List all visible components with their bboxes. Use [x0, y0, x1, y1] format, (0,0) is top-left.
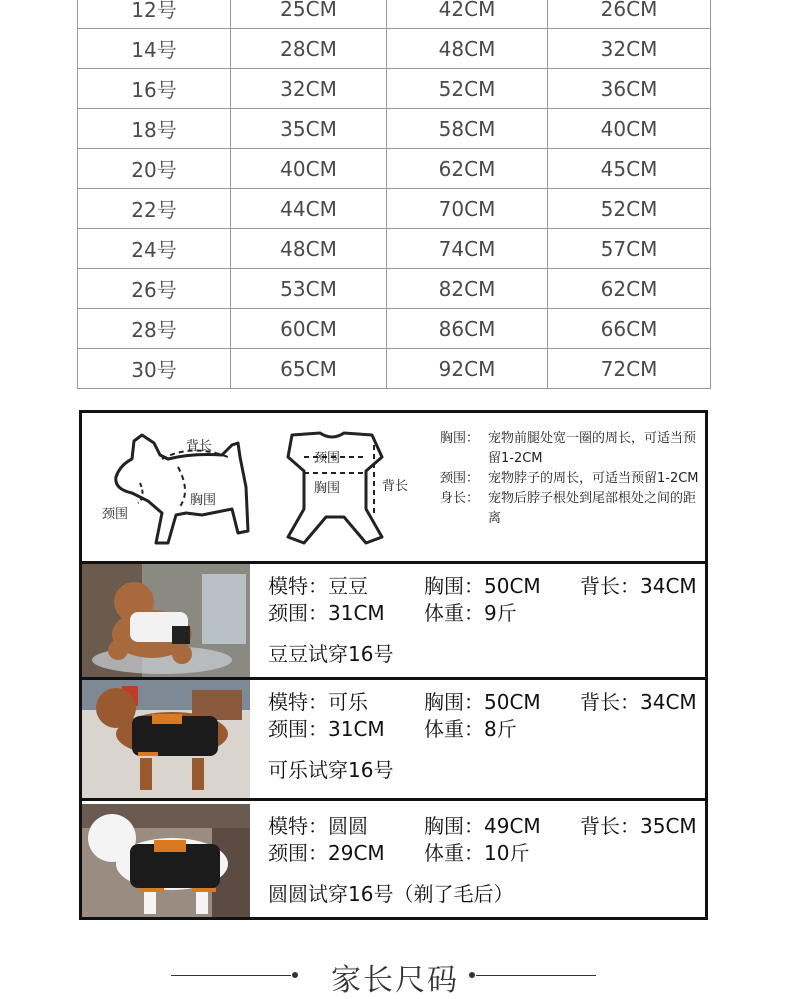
model-photo	[82, 564, 250, 677]
size-cell: 18号	[78, 109, 231, 149]
size-row	[78, 269, 711, 309]
size-cell: 57CM	[548, 229, 711, 269]
size-cell: 44CM	[231, 189, 387, 229]
size-cell: 35CM	[231, 109, 387, 149]
footer-divider-right	[476, 975, 596, 976]
size-cell: 92CM	[387, 349, 548, 389]
model-neck: 颈围：31CM	[268, 717, 385, 741]
size-cell: 40CM	[231, 149, 387, 189]
size-cell: 74CM	[387, 229, 548, 269]
size-cell: 30号	[78, 349, 231, 389]
model-name: 模特：圆圆	[268, 814, 368, 838]
model-neck: 颈围：31CM	[268, 601, 385, 625]
diagram-clothes-neck-label: 颈围	[314, 451, 341, 466]
size-row	[78, 0, 711, 29]
model-row	[82, 564, 705, 680]
model-name: 模特：可乐	[268, 690, 368, 714]
size-cell: 72CM	[548, 349, 711, 389]
size-cell: 32CM	[231, 69, 387, 109]
measurement-panel	[82, 413, 705, 564]
size-cell: 48CM	[387, 29, 548, 69]
size-row	[78, 349, 711, 389]
size-cell: 24号	[78, 229, 231, 269]
size-cell: 48CM	[231, 229, 387, 269]
size-cell: 62CM	[387, 149, 548, 189]
size-cell: 62CM	[548, 269, 711, 309]
measurement-notes	[440, 429, 700, 529]
size-cell: 82CM	[387, 269, 548, 309]
poodle-photo-icon	[82, 680, 250, 798]
size-row	[78, 309, 711, 349]
model-back: 背长：35CM	[580, 814, 697, 838]
size-cell: 45CM	[548, 149, 711, 189]
note-body-length: 身长： 宠物后脖子根处到尾部根处之间的距离	[440, 491, 697, 526]
model-chest: 胸围：50CM	[424, 574, 541, 598]
size-cell: 52CM	[387, 69, 548, 109]
model-photo	[82, 680, 250, 798]
size-row	[78, 29, 711, 69]
dog-chest-line	[178, 467, 185, 509]
size-cell: 70CM	[387, 189, 548, 229]
footer-dot-right	[469, 972, 475, 978]
model-weight: 体重：10斤	[424, 841, 530, 865]
diagram-neck-label: 颈围	[102, 507, 129, 522]
size-cell: 58CM	[387, 109, 548, 149]
model-fit: 圆圆试穿16号（剃了毛后）	[268, 882, 514, 906]
size-cell: 22号	[78, 189, 231, 229]
diagram-clothes-back-label: 背长	[382, 479, 409, 494]
size-row	[78, 189, 711, 229]
bichon-photo-icon	[82, 804, 250, 917]
dog-neck-line	[138, 483, 143, 503]
model-row	[82, 680, 705, 801]
model-fit: 豆豆试穿16号	[268, 642, 394, 666]
size-cell: 25CM	[231, 0, 387, 29]
size-cell: 26CM	[548, 0, 711, 29]
model-name: 模特：豆豆	[268, 574, 368, 598]
model-neck: 颈围：29CM	[268, 841, 385, 865]
note-neck: 颈围： 宠物脖子的周长，可适当预留1-2CM	[440, 471, 699, 486]
diagram-chest-label: 胸围	[190, 493, 217, 508]
size-cell: 26号	[78, 269, 231, 309]
size-cell: 53CM	[231, 269, 387, 309]
model-chest: 胸围：49CM	[424, 814, 541, 838]
size-cell: 28号	[78, 309, 231, 349]
model-info	[268, 570, 699, 667]
size-row	[78, 229, 711, 269]
size-row	[78, 109, 711, 149]
model-photo	[82, 804, 250, 920]
size-cell: 42CM	[387, 0, 548, 29]
diagram-back-label: 背长	[186, 439, 213, 454]
size-cell: 32CM	[548, 29, 711, 69]
model-info	[268, 810, 699, 907]
size-row	[78, 149, 711, 189]
size-cell: 28CM	[231, 29, 387, 69]
model-weight: 体重：8斤	[424, 717, 517, 741]
size-cell: 36CM	[548, 69, 711, 109]
note-chest: 胸围： 宠物前腿处宽一圈的周长，可适当预留1-2CM	[440, 431, 697, 466]
size-cell: 66CM	[548, 309, 711, 349]
size-cell: 14号	[78, 29, 231, 69]
size-cell: 60CM	[231, 309, 387, 349]
model-weight: 体重：9斤	[424, 601, 517, 625]
measurement-guide	[79, 410, 708, 920]
model-back: 背长：34CM	[580, 574, 697, 598]
size-row	[78, 69, 711, 109]
size-table-body	[78, 0, 711, 389]
size-cell: 16号	[78, 69, 231, 109]
poodle-photo-icon	[82, 564, 250, 677]
model-row	[82, 804, 705, 920]
size-cell: 52CM	[548, 189, 711, 229]
model-back: 背长：34CM	[580, 690, 697, 714]
size-cell: 40CM	[548, 109, 711, 149]
model-chest: 胸围：50CM	[424, 690, 541, 714]
model-fit: 可乐试穿16号	[268, 758, 394, 782]
size-cell: 86CM	[387, 309, 548, 349]
diagram-clothes-chest-label: 胸围	[314, 481, 341, 496]
size-cell: 20号	[78, 149, 231, 189]
size-cell: 65CM	[231, 349, 387, 389]
footer-title: 家长尺码	[331, 963, 459, 998]
size-cell: 12号	[78, 0, 231, 29]
model-info	[268, 686, 699, 783]
size-table	[77, 0, 711, 389]
